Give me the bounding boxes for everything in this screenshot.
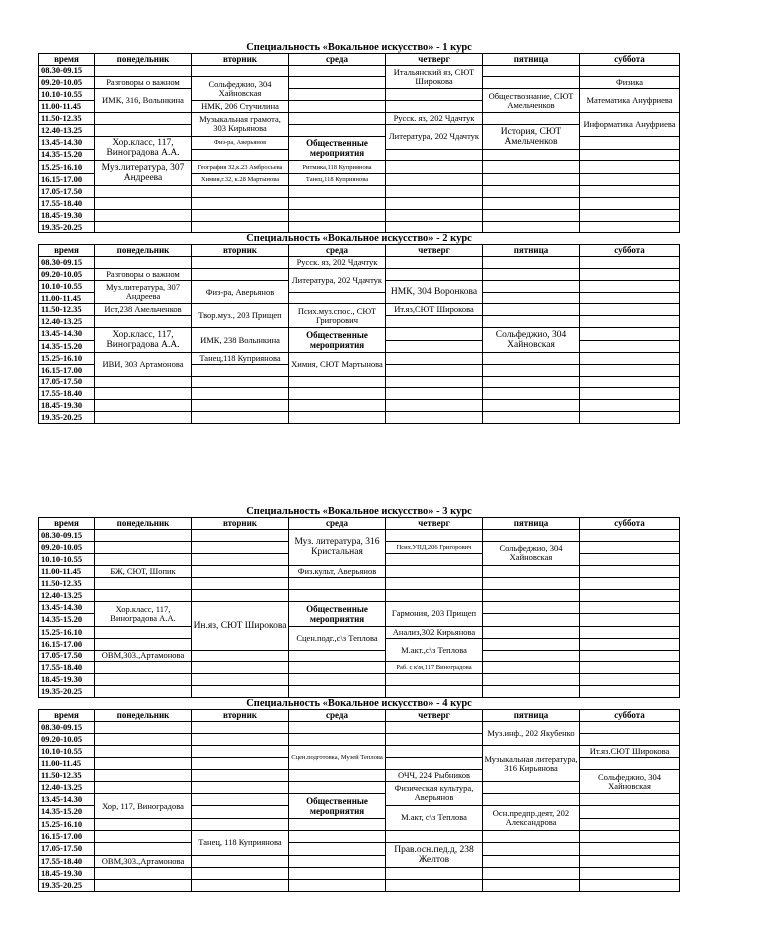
lesson-cell: Общественные мероприятия — [289, 601, 386, 626]
lesson-cell: Сцен.подготовка, Музей Теплова — [289, 746, 386, 770]
course-3-title: Специальность «Вокальное искусство» - 3 курс — [246, 506, 472, 517]
lesson-cell: География 32,к.23 Амбросьева — [192, 161, 289, 173]
time-cell: 16.15-17.00 — [39, 638, 95, 650]
lesson-cell: Физ-ра, Аверьянов — [192, 136, 289, 149]
lesson-cell: Танец, 118 Куприянова — [192, 831, 289, 856]
col-friday: пятница — [483, 53, 580, 65]
lesson-cell: Псих.муз.спос., СЮТ Григорович — [289, 304, 386, 328]
lesson-cell: Ист,238 Амельченков — [95, 304, 192, 316]
lesson-cell: Литература, 202 Чдачтук — [386, 124, 483, 149]
time-cell: 11.00-11.45 — [39, 758, 95, 770]
header-row: время понедельник вторник среда четверг пятница суббота — [39, 517, 680, 529]
time-cell: 12.40-13.25 — [39, 589, 95, 601]
course-4-title: Специальность «Вокальное искусство» - 4 курс — [246, 698, 472, 710]
time-cell: 13.45-14.30 — [39, 793, 95, 805]
col-thursday: четверг — [386, 53, 483, 65]
course-1-title: Специальность «Вокальное искусство» - 1 курс — [246, 42, 472, 53]
time-cell: 09.20-10.05 — [39, 268, 95, 280]
time-cell: 08.30-09.15 — [39, 529, 95, 541]
lesson-cell: История, СЮТ Амельченков — [483, 124, 580, 149]
lesson-cell: Физ-ра, Аверьянов — [192, 280, 289, 304]
time-cell: 15.25-16.10 — [39, 626, 95, 638]
col-wednesday: среда — [289, 53, 386, 65]
time-cell: 11.00-11.45 — [39, 292, 95, 304]
lesson-cell: Псих.УПД,206 Григорович — [386, 541, 483, 553]
time-cell: 19.35-20.25 — [39, 880, 95, 892]
lesson-cell: ИМК, 238 Волынкина — [192, 328, 289, 353]
time-cell: 14.35-15.20 — [39, 614, 95, 627]
lesson-cell: Хор.класс, 117, Виноградова А.А. — [95, 136, 192, 161]
time-cell: 16.15-17.00 — [39, 173, 95, 185]
lesson-cell: Общественные мероприятия — [289, 136, 386, 161]
lesson-cell: Общественные мероприятия — [289, 328, 386, 353]
lesson-cell: Танец,118 Куприянова — [289, 173, 386, 185]
lesson-cell: Ит.яз.СЮТ Широкова — [580, 746, 680, 758]
time-cell: 19.35-20.25 — [39, 686, 95, 698]
time-cell: 10.10-10.55 — [39, 280, 95, 292]
lesson-cell: Физика — [580, 77, 680, 89]
lesson-cell: Сольфеджио, 304 Хайновская — [580, 770, 680, 794]
time-cell: 15.25-16.10 — [39, 352, 95, 364]
schedule-top — [38, 42, 679, 424]
lesson-cell: Анализ,302 Кирьянова — [386, 626, 483, 638]
time-cell: 08.30-09.15 — [39, 257, 95, 269]
lesson-cell: Сольфеджио, 304 Хайновская — [483, 328, 580, 353]
lesson-cell: Сольфеджио, 304 Хайновская — [483, 541, 580, 565]
header-row: время понедельник вторник среда четверг пятница суббота — [39, 245, 680, 257]
time-cell: 11.50-12.35 — [39, 770, 95, 782]
lesson-cell: Сцен.подг.,с\з Теплова — [289, 626, 386, 650]
time-cell: 10.10-10.55 — [39, 89, 95, 101]
lesson-cell: Прав.осн.пед.д, 238 Желтов — [386, 842, 483, 867]
time-cell: 17.55-18.40 — [39, 198, 95, 210]
time-cell: 10.10-10.55 — [39, 746, 95, 758]
time-cell: 09.20-10.05 — [39, 541, 95, 553]
time-cell: 17.55-18.40 — [39, 662, 95, 674]
lesson-cell: Муз.литература, 307 Андреева — [95, 161, 192, 186]
time-cell: 16.15-17.00 — [39, 364, 95, 376]
time-cell: 17.05-17.50 — [39, 842, 95, 855]
time-cell: 15.25-16.10 — [39, 819, 95, 831]
time-cell: 12.40-13.25 — [39, 124, 95, 136]
time-cell: 13.45-14.30 — [39, 328, 95, 340]
lesson-cell: Физ.культ, Аверьянов — [289, 565, 386, 577]
time-cell: 12.40-13.25 — [39, 316, 95, 328]
lesson-cell: Физическая культура, Аверьянов — [386, 782, 483, 806]
lesson-cell: ОВМ,303.,Артамонова — [95, 855, 192, 868]
lesson-cell: Итальянский яз, СЮТ Широкова — [386, 65, 483, 89]
lesson-cell: Раб. с к\м,117 Виноградова — [386, 662, 483, 674]
col-saturday: суббота — [580, 53, 680, 65]
time-cell: 19.35-20.25 — [39, 221, 95, 233]
time-cell: 10.10-10.55 — [39, 553, 95, 565]
lesson-cell: Ритмика,118 Куприянова — [289, 161, 386, 173]
time-cell: 12.40-13.25 — [39, 782, 95, 794]
time-cell: 14.35-15.20 — [39, 149, 95, 161]
time-cell: 18.45-19.30 — [39, 400, 95, 412]
lesson-cell: Математика Ануфриева — [580, 89, 680, 113]
lesson-cell: Осн.предпр.деят, 202 Александрова — [483, 805, 580, 830]
lesson-cell: Разговоры о важном — [95, 77, 192, 89]
col-monday: понедельник — [95, 53, 192, 65]
lesson-cell: ОВМ,303.,Артамонова — [95, 650, 192, 662]
time-cell: 19.35-20.25 — [39, 412, 95, 424]
lesson-cell: ИМК, 316, Волынкина — [95, 89, 192, 113]
lesson-cell: Хор.класс, 117, Виноградова А.А. — [95, 328, 192, 353]
lesson-cell: Химия,г.32, к.28 Мартынова — [192, 173, 289, 185]
time-cell: 13.45-14.30 — [39, 136, 95, 149]
lesson-cell: Муз.инф., 202 Якубенко — [483, 722, 580, 746]
time-cell: 15.25-16.10 — [39, 161, 95, 173]
time-cell: 11.00-11.45 — [39, 101, 95, 113]
lesson-cell: БЖ, СЮТ, Шопик — [95, 565, 192, 577]
lesson-cell: Химия, СЮТ Мартынова — [289, 352, 386, 376]
lesson-cell: Хор, 117, Виноградова — [95, 793, 192, 818]
time-cell: 09.20-10.05 — [39, 77, 95, 89]
lesson-cell: Русск. яз, 202 Чдачтук — [386, 112, 483, 124]
time-cell: 08.30-09.15 — [39, 722, 95, 734]
lesson-cell: Танец,118 Куприянова — [192, 352, 289, 364]
lesson-cell: Информатика Ануфриева — [580, 112, 680, 136]
lesson-cell: М.акт.,с\з Теплова — [386, 638, 483, 662]
lesson-cell: ИВИ, 303 Артамонова — [95, 352, 192, 376]
lesson-cell: М.акт, с\з Теплова — [386, 805, 483, 830]
header-row: время понедельник вторник среда четверг пятница суббота — [39, 710, 680, 722]
col-time: время — [39, 53, 95, 65]
time-cell: 18.45-19.30 — [39, 868, 95, 880]
course-2-title: Специальность «Вокальное искусство» - 2 курс — [246, 233, 472, 245]
lesson-cell: Русск. яз, 202 Чдачтук — [289, 257, 386, 269]
lesson-cell: Музыкальная литература, 316 Кирьянова — [483, 746, 580, 782]
time-cell: 13.45-14.30 — [39, 601, 95, 614]
time-cell: 18.45-19.30 — [39, 674, 95, 686]
time-cell: 17.55-18.40 — [39, 855, 95, 868]
lesson-cell: Разговоры о важном — [95, 268, 192, 280]
time-cell: 18.45-19.30 — [39, 209, 95, 221]
time-cell: 11.00-11.45 — [39, 565, 95, 577]
time-cell: 11.50-12.35 — [39, 112, 95, 124]
lesson-cell: Ин.яз, СЮТ Широкова — [192, 601, 289, 650]
lesson-cell: НМК, 304 Воронкова — [386, 280, 483, 304]
time-cell: 17.05-17.50 — [39, 650, 95, 662]
lesson-cell: Муз. литература, 316 Кристальная — [289, 529, 386, 565]
time-cell: 11.50-12.35 — [39, 304, 95, 316]
lesson-cell: Обществознание, СЮТ Амельченков — [483, 89, 580, 113]
header-row — [39, 53, 680, 65]
time-cell: 14.35-15.20 — [39, 340, 95, 352]
time-cell: 17.55-18.40 — [39, 388, 95, 400]
lesson-cell: Музыкальная грамота, 303 Кирьянова — [192, 112, 289, 136]
lesson-cell: Гармония, 203 Прищеп — [386, 601, 483, 626]
time-cell: 09.20-10.05 — [39, 734, 95, 746]
lesson-cell: Ит.яз,СЮТ Широкова — [386, 304, 483, 316]
lesson-cell: ОЧЧ, 224 Рыбников — [386, 770, 483, 782]
time-cell: 16.15-17.00 — [39, 831, 95, 843]
time-cell: 14.35-15.20 — [39, 805, 95, 818]
col-tuesday: вторник — [192, 53, 289, 65]
schedule-bottom — [38, 506, 679, 892]
lesson-cell: Муз.литература, 307 Андреева — [95, 280, 192, 304]
lesson-cell: Твор.муз., 203 Прищеп — [192, 304, 289, 328]
schedule-table-top — [38, 42, 680, 424]
lesson-cell: Общественные мероприятия — [289, 793, 386, 818]
lesson-cell: Хор.класс, 117, Виноградова А.А. — [95, 601, 192, 626]
lesson-cell: Литература, 202 Чдачтук — [289, 268, 386, 292]
time-cell: 08.30-09.15 — [39, 65, 95, 77]
lesson-cell: Сольфеджио, 304 Хайновская — [192, 77, 289, 101]
time-cell: 11.50-12.35 — [39, 577, 95, 589]
time-cell: 17.05-17.50 — [39, 376, 95, 388]
lesson-cell: НМК, 206 Стучилина — [192, 101, 289, 113]
schedule-table-bottom — [38, 506, 680, 892]
time-cell: 17.05-17.50 — [39, 186, 95, 198]
